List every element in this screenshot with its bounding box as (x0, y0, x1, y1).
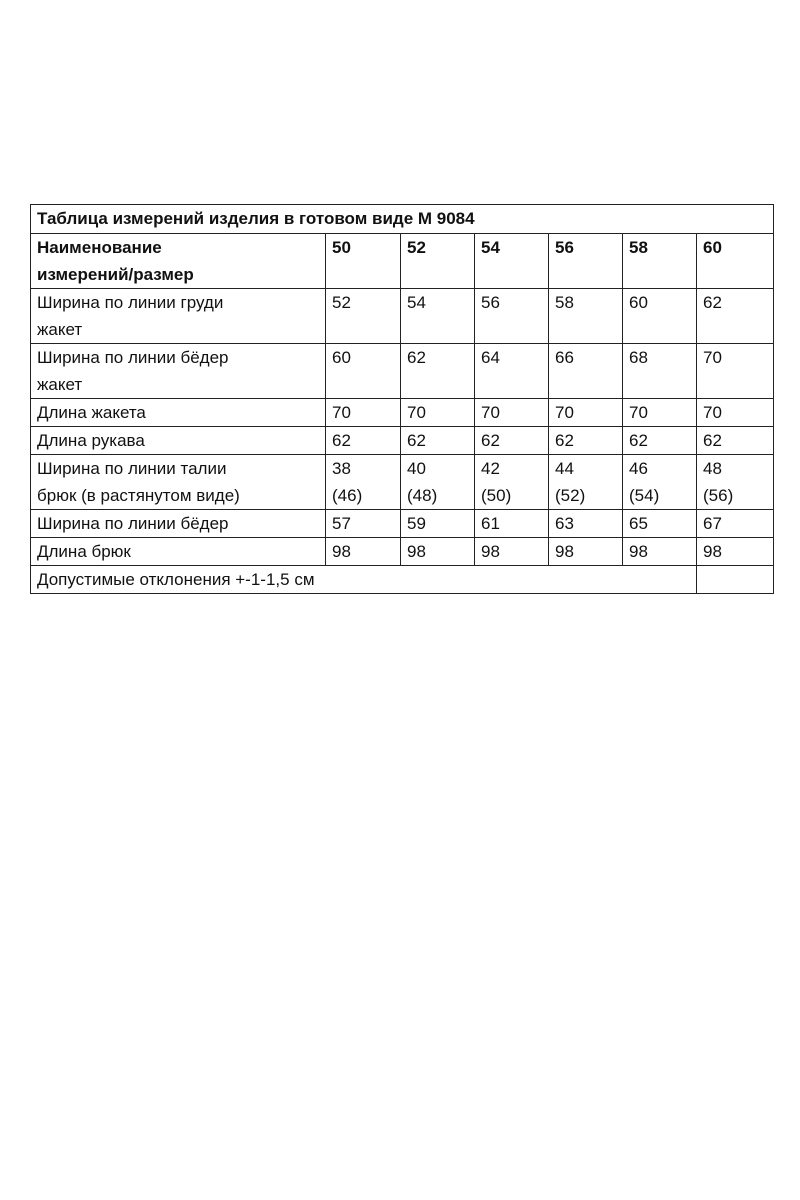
value-line1: 62 (629, 431, 648, 450)
value-line1: 98 (703, 542, 722, 561)
table-row (31, 510, 774, 538)
row-value-cell (697, 510, 774, 538)
row-name-line1: Ширина по линии груди (37, 293, 224, 312)
row-value-cell (401, 538, 475, 566)
row-value-cell (475, 538, 549, 566)
row-name-line2: жакет (37, 320, 83, 339)
value-line1: 70 (555, 403, 574, 422)
value-line1: 56 (481, 293, 500, 312)
row-name-line1: Ширина по линии бёдер (37, 514, 229, 533)
row-value-cell (475, 344, 549, 399)
value-line2: (46) (332, 486, 363, 505)
value-line1: 44 (555, 459, 574, 478)
row-name-cell (31, 289, 326, 344)
row-value-cell (326, 289, 401, 344)
row-name-cell (31, 344, 326, 399)
footer-row (31, 566, 774, 594)
value-line1: 98 (407, 542, 426, 561)
value-line1: 70 (481, 403, 500, 422)
value-line1: 57 (332, 514, 351, 533)
value-line1: 62 (703, 431, 722, 450)
value-line1: 38 (332, 459, 351, 478)
row-value-cell (623, 289, 697, 344)
row-value-cell (549, 538, 623, 566)
row-name-cell (31, 538, 326, 566)
value-line1: 62 (555, 431, 574, 450)
value-line1: 66 (555, 348, 574, 367)
value-line1: 67 (703, 514, 722, 533)
row-value-cell (475, 289, 549, 344)
row-value-cell (697, 289, 774, 344)
value-line1: 98 (555, 542, 574, 561)
value-line1: 70 (332, 403, 351, 422)
value-line2: (48) (407, 486, 438, 505)
row-value-cell (549, 510, 623, 538)
title-row (31, 205, 774, 234)
row-name-line2: брюк (в растянутом виде) (37, 486, 240, 505)
row-name-cell (31, 510, 326, 538)
value-line1: 70 (703, 348, 722, 367)
row-name-line1: Ширина по линии талии (37, 459, 227, 478)
header-row (31, 234, 774, 289)
row-value-cell (475, 399, 549, 427)
row-value-cell (326, 399, 401, 427)
value-line1: 62 (407, 348, 426, 367)
value-line1: 98 (332, 542, 351, 561)
row-value-cell (401, 399, 475, 427)
value-line1: 58 (555, 293, 574, 312)
row-value-cell (623, 538, 697, 566)
header-size-56: 56 (549, 234, 623, 289)
value-line1: 59 (407, 514, 426, 533)
row-value-cell (697, 427, 774, 455)
header-size-60: 60 (697, 234, 774, 289)
value-line1: 42 (481, 459, 500, 478)
row-value-cell (623, 427, 697, 455)
table-row (31, 289, 774, 344)
value-line1: 48 (703, 459, 722, 478)
table-row (31, 399, 774, 427)
value-line1: 40 (407, 459, 426, 478)
row-value-cell (475, 455, 549, 510)
value-line2: (56) (703, 486, 734, 505)
row-value-cell (401, 344, 475, 399)
row-value-cell (326, 427, 401, 455)
row-value-cell (475, 427, 549, 455)
row-name-cell (31, 399, 326, 427)
row-value-cell (549, 344, 623, 399)
header-name-line2: измерений/размер (37, 265, 194, 284)
row-value-cell (549, 427, 623, 455)
row-name-cell (31, 427, 326, 455)
value-line1: 63 (555, 514, 574, 533)
row-value-cell (697, 399, 774, 427)
value-line1: 64 (481, 348, 500, 367)
value-line1: 62 (703, 293, 722, 312)
footer-empty-cell (697, 566, 774, 594)
value-line1: 46 (629, 459, 648, 478)
header-size-50: 50 (326, 234, 401, 289)
value-line1: 60 (332, 348, 351, 367)
row-value-cell (401, 455, 475, 510)
row-name-line1: Длина рукава (37, 431, 145, 450)
row-value-cell (326, 510, 401, 538)
row-value-cell (475, 510, 549, 538)
row-value-cell (326, 344, 401, 399)
header-size-54: 54 (475, 234, 549, 289)
row-value-cell (549, 289, 623, 344)
row-name-line1: Длина брюк (37, 542, 131, 561)
value-line1: 52 (332, 293, 351, 312)
row-value-cell (549, 455, 623, 510)
value-line1: 62 (481, 431, 500, 450)
row-value-cell (401, 289, 475, 344)
table-row (31, 455, 774, 510)
row-value-cell (623, 344, 697, 399)
value-line1: 68 (629, 348, 648, 367)
header-size-52: 52 (401, 234, 475, 289)
row-value-cell (697, 455, 774, 510)
row-name-cell (31, 455, 326, 510)
row-value-cell (401, 427, 475, 455)
row-value-cell (326, 538, 401, 566)
row-name-line1: Длина жакета (37, 403, 146, 422)
table-row (31, 427, 774, 455)
value-line1: 70 (629, 403, 648, 422)
value-line1: 62 (407, 431, 426, 450)
table-row (31, 538, 774, 566)
value-line2: (54) (629, 486, 660, 505)
value-line2: (50) (481, 486, 512, 505)
value-line1: 98 (481, 542, 500, 561)
measurement-table (30, 204, 774, 594)
row-value-cell (326, 455, 401, 510)
value-line1: 70 (407, 403, 426, 422)
value-line1: 65 (629, 514, 648, 533)
header-name-line1: Наименование (37, 238, 162, 257)
row-name-line2: жакет (37, 375, 83, 394)
header-name-cell (31, 234, 326, 289)
value-line1: 54 (407, 293, 426, 312)
table-row (31, 344, 774, 399)
row-value-cell (623, 399, 697, 427)
row-value-cell (697, 538, 774, 566)
value-line1: 61 (481, 514, 500, 533)
row-name-line1: Ширина по линии бёдер (37, 348, 229, 367)
row-value-cell (623, 455, 697, 510)
value-line1: 70 (703, 403, 722, 422)
measurement-sheet (30, 204, 773, 594)
row-value-cell (401, 510, 475, 538)
value-line1: 62 (332, 431, 351, 450)
header-size-58: 58 (623, 234, 697, 289)
value-line1: 98 (629, 542, 648, 561)
row-value-cell (623, 510, 697, 538)
row-value-cell (549, 399, 623, 427)
value-line1: 60 (629, 293, 648, 312)
row-value-cell (697, 344, 774, 399)
value-line2: (52) (555, 486, 586, 505)
table-title: Таблица измерений изделия в готовом виде М 9084 (31, 205, 774, 234)
tolerance-note: Допустимые отклонения +-1-1,5 см (31, 566, 697, 594)
